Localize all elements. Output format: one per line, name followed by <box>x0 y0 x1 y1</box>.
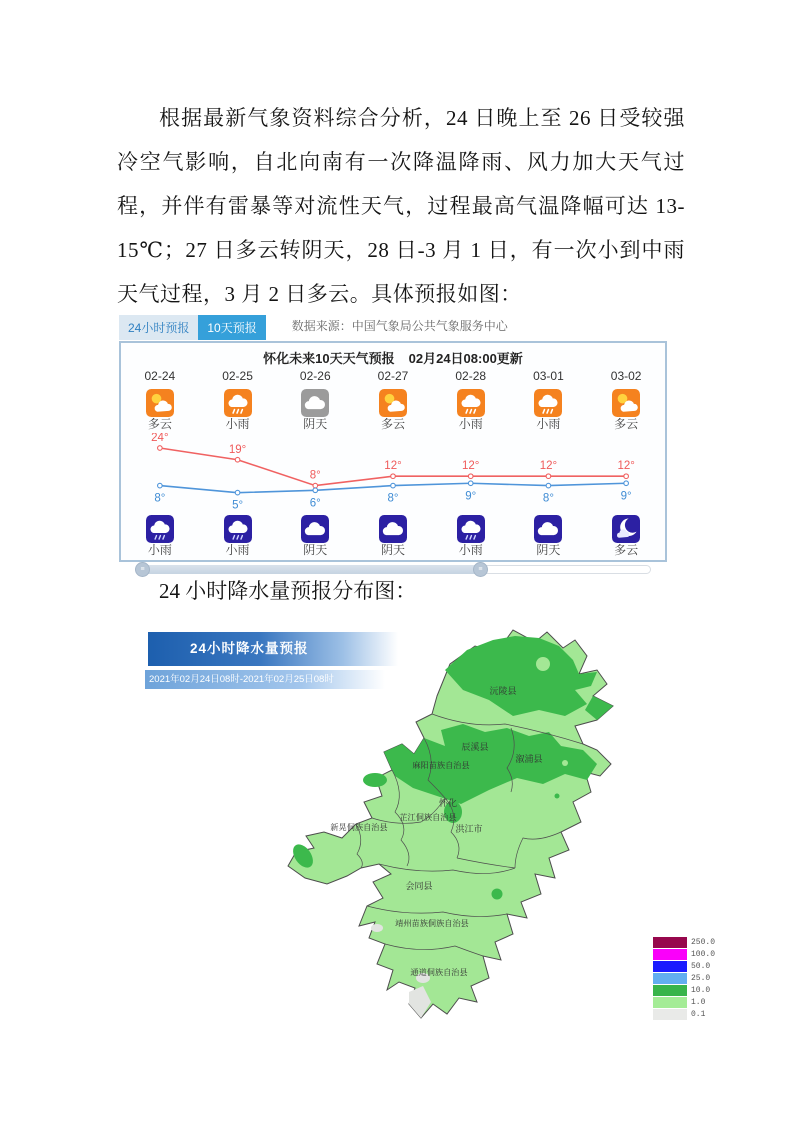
day-condition-label: 多云 <box>147 417 172 431</box>
data-source-text: 数据来源：中国气象局公共气象服务中心 <box>291 319 508 333</box>
legend-swatch <box>653 985 687 996</box>
night-condition-label: 小雨 <box>225 543 250 557</box>
night-condition-label: 小雨 <box>147 543 172 557</box>
county-label: 溆浦县 <box>515 754 543 764</box>
night-condition-label: 阴天 <box>536 543 561 557</box>
temp-value-label: 12° <box>617 460 635 473</box>
weather-day-icon <box>534 389 562 417</box>
scrollbar-right-handle[interactable]: ≡ <box>473 562 488 577</box>
forecast-widget <box>119 341 667 573</box>
legend-value: 25.0 <box>691 973 711 983</box>
night-condition-label: 阴天 <box>380 543 405 557</box>
forecast-date: 03-02 <box>610 369 642 383</box>
legend-swatch <box>653 937 687 948</box>
legend-value: 250.0 <box>691 937 716 947</box>
temp-point <box>391 483 396 488</box>
temp-point <box>546 483 551 488</box>
temp-point <box>158 446 163 451</box>
county-label: 洪江市 <box>455 824 483 834</box>
day-condition-label: 多云 <box>380 417 405 431</box>
forecast-scrollbar <box>135 562 651 578</box>
tab-10day-forecast[interactable]: 10天预报 <box>198 315 265 340</box>
night-condition-label: 阴天 <box>303 543 328 557</box>
weather-night-icon <box>612 515 640 543</box>
weather-night-icon <box>224 515 252 543</box>
legend-row <box>653 936 715 948</box>
weather-night-icon <box>146 515 174 543</box>
intro-paragraph: 根据最新气象资料综合分析，24 日晚上至 26 日受较强冷空气影响，自北向南有一次降温降雨、风力加大天气过程，并伴有雷暴等对流性天气，过程最高气温降幅可达 13-15℃；27 日多云转阴天，28 日-3 月 1 日，有一次小到中雨天气过程，3 月 2 日多云。具体预报如图： <box>117 106 685 306</box>
forecast-date: 02-27 <box>377 369 409 383</box>
temp-point <box>158 483 163 488</box>
weather-day-icon <box>612 389 640 417</box>
precipitation-map <box>145 626 745 1030</box>
night-condition-label: 多云 <box>614 543 639 557</box>
county-label: 通道侗族自治县 <box>410 968 468 977</box>
scrollbar-fill <box>136 565 482 574</box>
county-label: 沅陵县 <box>489 686 517 696</box>
temp-value-label: 12° <box>539 460 558 473</box>
legend-swatch <box>653 973 687 984</box>
temp-value-label: 8° <box>154 492 166 505</box>
forecast-updated-text: 02月24日08:00更新 <box>408 351 523 366</box>
weather-night-icon <box>457 515 485 543</box>
temp-value-label: 9° <box>620 490 632 503</box>
day-condition-label: 小雨 <box>536 417 561 431</box>
temp-point <box>391 474 396 479</box>
legend-swatch <box>653 1009 687 1020</box>
county-label: 新晃侗族自治县 <box>330 823 388 832</box>
forecast-title-text: 怀化未来10天天气预报 <box>263 351 395 366</box>
legend-swatch <box>653 949 687 960</box>
temp-value-label: 8° <box>387 492 399 505</box>
county-label: 怀化 <box>438 798 458 808</box>
day-condition-label: 多云 <box>614 417 639 431</box>
section2-heading: 24 小时降水量预报分布图： <box>159 579 417 603</box>
forecast-title <box>121 348 665 365</box>
legend-row <box>653 948 715 960</box>
legend-row <box>653 1008 715 1020</box>
legend-swatch <box>653 961 687 972</box>
map-legend <box>653 936 715 1020</box>
day-condition-label: 小雨 <box>225 417 250 431</box>
legend-value: 10.0 <box>691 985 711 995</box>
forecast-date: 02-24 <box>144 369 176 383</box>
weather-night-icon <box>534 515 562 543</box>
temp-point <box>468 481 473 486</box>
county-label: 靖州苗族侗族自治县 <box>395 919 469 928</box>
forecast-night-icons-row <box>121 515 665 559</box>
forecast-date: 02-26 <box>299 369 331 383</box>
temp-value-label: 6° <box>309 497 321 510</box>
weather-day-icon <box>457 389 485 417</box>
temp-value-label: 12° <box>384 460 402 473</box>
map-period-banner: 2021年02月24日08时-2021年02月25日08时 <box>145 670 385 689</box>
legend-value: 100.0 <box>691 949 716 959</box>
legend-row <box>653 972 715 984</box>
legend-swatch <box>653 997 687 1008</box>
legend-row <box>653 984 715 996</box>
legend-row <box>653 996 715 1008</box>
temp-point <box>468 474 473 479</box>
forecast-date: 02-25 <box>222 369 253 383</box>
weather-night-icon <box>379 515 407 543</box>
temp-point <box>624 474 629 479</box>
county-label: 芷江侗族自治县 <box>399 813 457 822</box>
scrollbar-left-handle[interactable]: ≡ <box>135 562 150 577</box>
temp-value-label: 5° <box>232 499 244 511</box>
temp-point <box>235 457 240 462</box>
weather-day-icon <box>224 389 252 417</box>
temp-point <box>313 488 318 493</box>
temp-value-label: 19° <box>228 443 247 456</box>
temp-point <box>546 474 551 479</box>
weather-day-icon <box>301 389 329 417</box>
forecast-dates-row <box>121 369 665 385</box>
weather-day-icon <box>379 389 407 417</box>
day-condition-label: 小雨 <box>458 417 483 431</box>
temperature-line-chart <box>121 433 665 511</box>
temp-point <box>624 481 629 486</box>
county-label: 辰溪县 <box>461 742 489 752</box>
temp-value-label: 12° <box>462 460 480 473</box>
temp-value-label: 8° <box>309 469 321 482</box>
legend-value: 1.0 <box>691 997 706 1007</box>
county-label: 会同县 <box>405 881 433 891</box>
weather-night-icon <box>301 515 329 543</box>
weather-day-icon <box>146 389 174 417</box>
temp-point <box>313 483 318 488</box>
forecast-tab-bar <box>119 315 508 340</box>
forecast-day-icons-row <box>121 389 665 433</box>
temp-value-label: 24° <box>151 433 169 444</box>
night-condition-label: 小雨 <box>458 543 483 557</box>
legend-value: 50.0 <box>691 961 711 971</box>
tab-24h-forecast[interactable]: 24小时预报 <box>119 315 198 340</box>
legend-value: 0.1 <box>691 1009 706 1019</box>
legend-row <box>653 960 715 972</box>
forecast-date: 03-01 <box>533 369 564 383</box>
temp-value-label: 9° <box>465 490 477 503</box>
map-title-banner: 24小时降水量预报 <box>148 632 398 666</box>
forecast-date: 02-28 <box>455 369 487 383</box>
temp-value-label: 8° <box>542 492 554 505</box>
county-label: 麻阳苗族自治县 <box>412 761 470 770</box>
temp-point <box>235 490 240 495</box>
day-condition-label: 阴天 <box>303 417 328 431</box>
